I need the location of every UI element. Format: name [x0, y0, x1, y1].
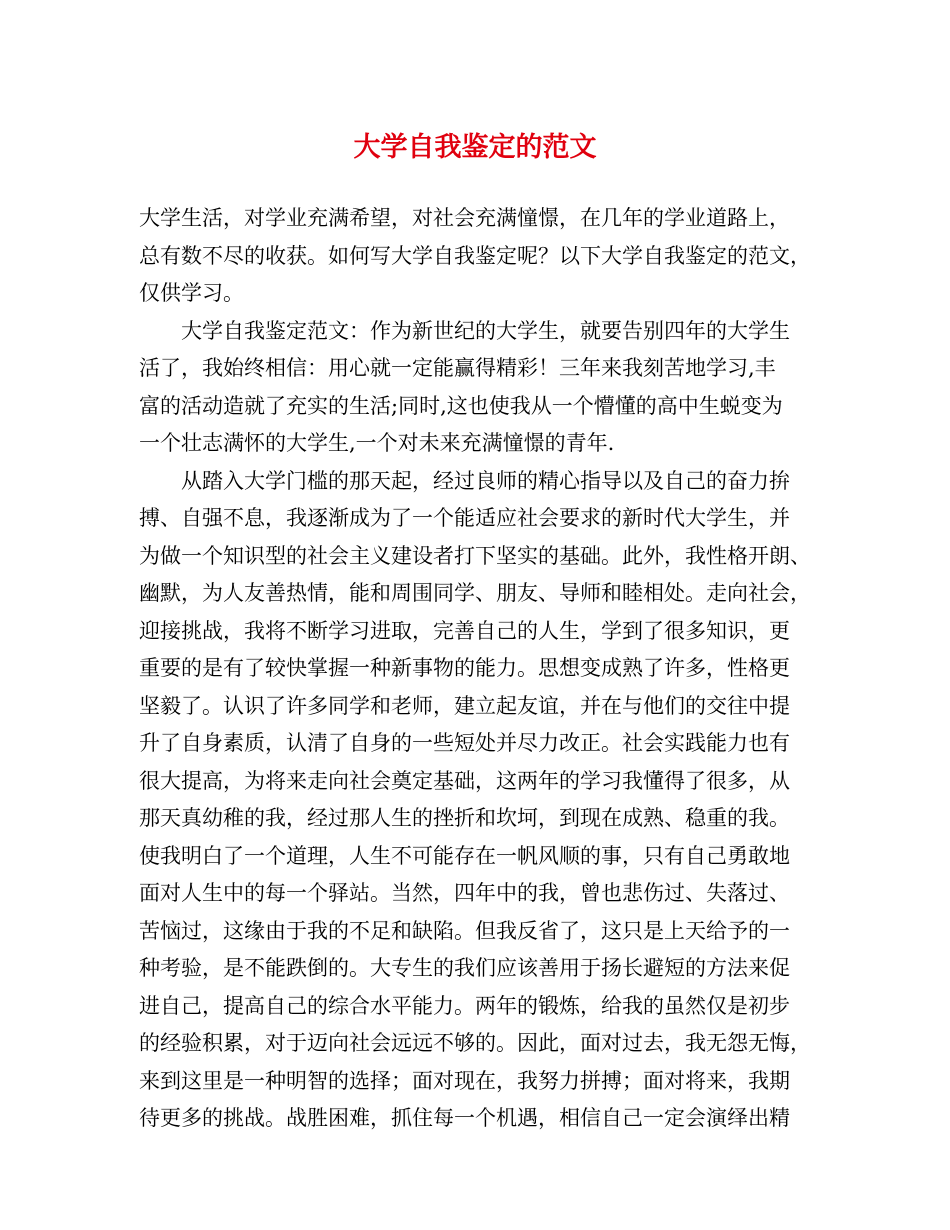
text-line: 很大提高，为将来走向社会奠定基础，这两年的学习我懂得了很多，从	[139, 768, 790, 793]
text-line: 仅供学习。	[139, 281, 244, 305]
text-line: 的经验积累，对于迈向社会远远不够的。因此，面对过去，我无怨无悔，	[139, 1031, 811, 1055]
text-line: 那天真幼稚的我，经过那人生的挫折和坎坷，到现在成熟、稳重的我。	[139, 806, 790, 830]
text-line: 进自己，提高自己的综合水平能力。两年的锻炼，给我的虽然仅是初步	[139, 993, 790, 1018]
text-line: 大学自我鉴定范文：作为新世纪的大学生，就要告别四年的大学生	[181, 318, 790, 343]
text-line: 重要的是有了较快掌握一种新事物的能力。思想变成熟了许多，性格更	[139, 656, 790, 680]
text-line: 待更多的挑战。战胜困难，抓住每一个机遇，相信自己一定会演绎出精	[139, 1106, 790, 1130]
text-line: 大学生活，对学业充满希望，对社会充满憧憬，在几年的学业道路上，	[139, 206, 790, 230]
paragraph-sample-opening	[139, 313, 831, 463]
text-line: 总有数不尽的收获。如何写大学自我鉴定呢？以下大学自我鉴定的范文，	[139, 243, 811, 268]
document-title: 大学自我鉴定的范文	[353, 132, 597, 163]
text-line: 种考验，是不能跌倒的。大专生的我们应该善用于扬长避短的方法来促	[139, 956, 790, 980]
text-line: 面对人生中的每一个驿站。当然，四年中的我，曾也悲伤过、失落过、	[139, 881, 790, 905]
text-line: 从踏入大学门槛的那天起，经过良师的精心指导以及自己的奋力拚	[181, 468, 790, 493]
paragraph-intro	[139, 200, 831, 313]
text-line: 一个壮志满怀的大学生,一个对未来充满憧憬的青年.	[139, 431, 615, 455]
text-line: 升了自身素质，认清了自身的一些短处并尽力改正。社会实践能力也有	[139, 731, 790, 755]
text-line: 坚毅了。认识了许多同学和老师，建立起友谊，并在与他们的交往中提	[139, 693, 790, 718]
text-line: 活了，我始终相信：用心就一定能赢得精彩！三年来我刻苦地学习,丰	[139, 356, 776, 380]
text-line: 幽默，为人友善热情，能和周围同学、朋友、导师和睦相处。走向社会，	[139, 581, 811, 605]
text-line: 迎接挑战，我将不断学习进取，完善自己的人生，学到了很多知识，更	[139, 618, 790, 643]
text-line: 搏、自强不息，我逐渐成为了一个能适应社会要求的新时代大学生，并	[139, 506, 790, 530]
text-line: 使我明白了一个道理，人生不可能存在一帆风顺的事，只有自己勇敢地	[139, 843, 790, 868]
text-line: 为做一个知识型的社会主义建设者打下坚实的基础。此外，我性格开朗、	[139, 543, 811, 568]
text-line: 来到这里是一种明智的选择；面对现在，我努力拼搏；面对将来，我期	[139, 1068, 790, 1093]
text-line: 富的活动造就了充实的生活;同时,这也使我从一个懵懂的高中生蜕变为	[139, 393, 783, 418]
paragraph-sample-body	[139, 463, 831, 1138]
text-line: 苦恼过，这缘由于我的不足和缺陷。但我反省了，这只是上天给予的一	[139, 918, 790, 943]
document-body	[139, 200, 831, 1138]
